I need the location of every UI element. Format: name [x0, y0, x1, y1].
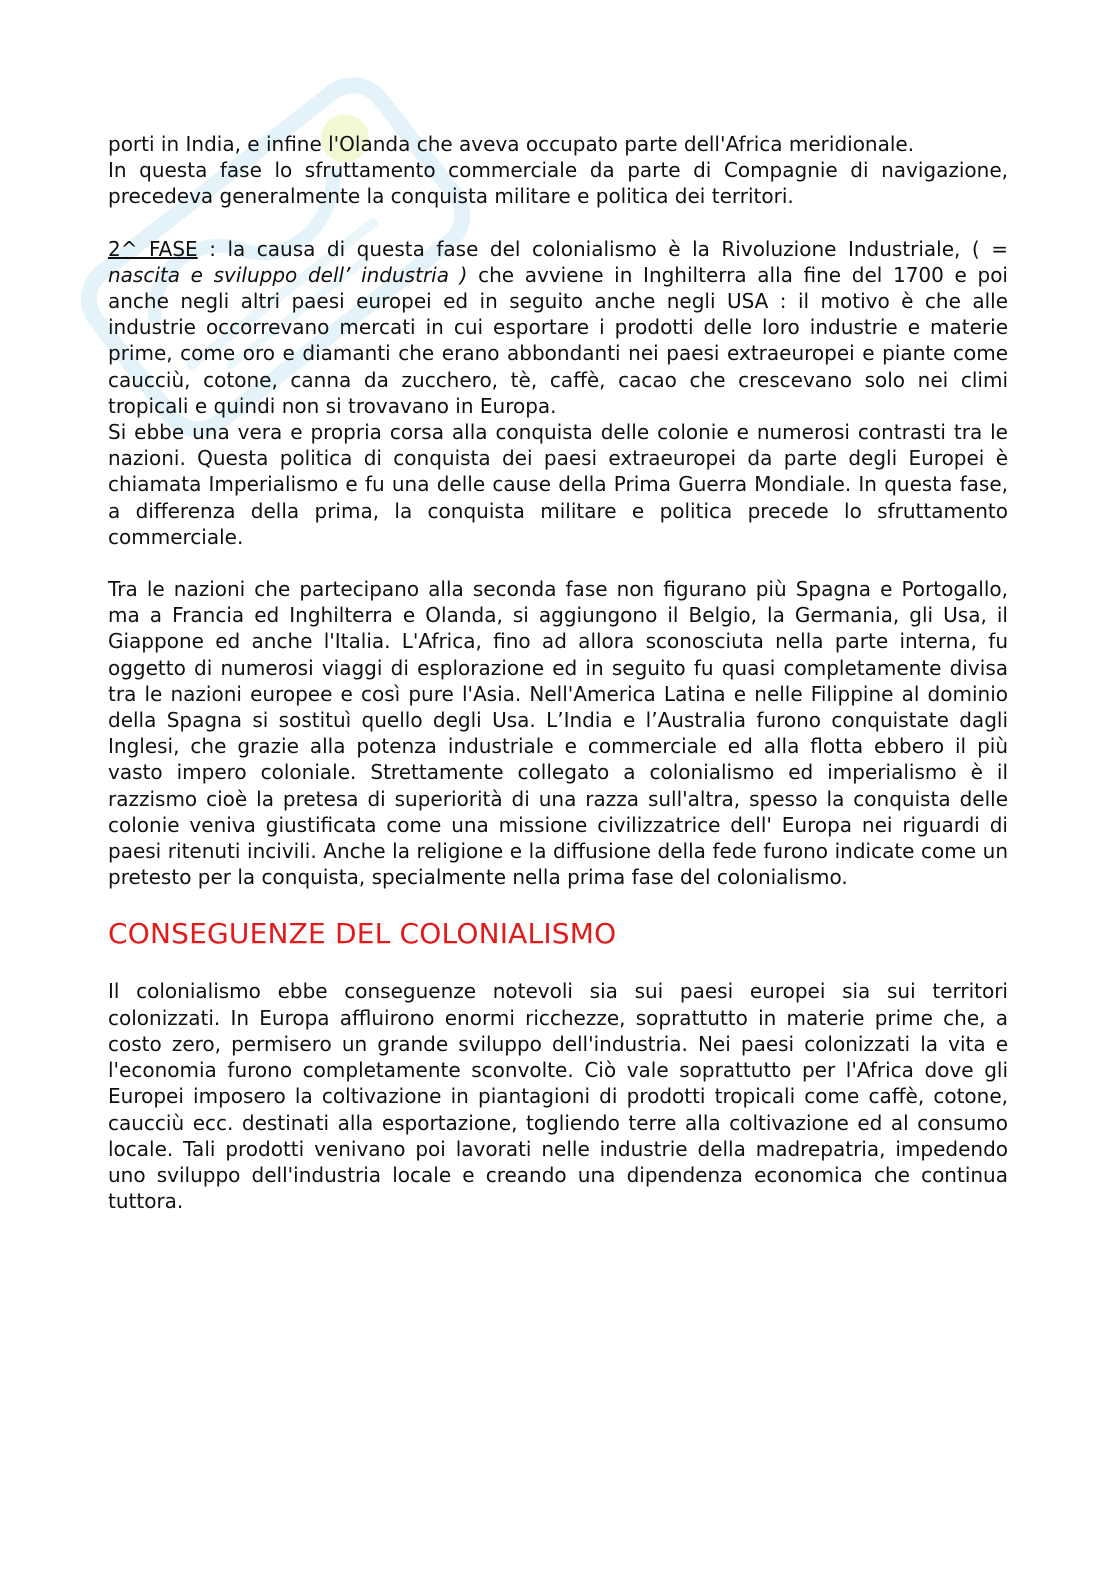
paragraph-imperialism: Si ebbe una vera e propria corsa alla conquista delle colonie e numerosi contrasti tra le nazioni. Questa politica di conquista dei paesi extraeuropei da parte degli Europei è chiamata Imperialismo e fu una delle cause della Prima Guerra Mondiale. In questa fase, a differenza della prima, la conquista militare e politica precede lo sfruttamento commerciale. — [108, 420, 1008, 549]
paragraph-nations: Tra le nazioni che partecipano alla seconda fase non figurano più Spagna e Portogallo, ma a Francia ed Inghilterra e Olanda, si aggiungono il Belgio, la Germania, gli Usa, il Giappone ed anche l'Italia. L'Africa, fino ad allora sconosciuta nella parte interna, fu oggetto di numerosi viaggi di esplorazione ed in seguito fu quasi completamente divisa tra le nazioni europee e così pure l'Asia. Nell'America Latina e nelle Filippine al dominio della Spagna si sostituì quello degli Usa. L’India e l’Australia furono conquistate dagli Inglesi, che grazie alla potenza industriale e commerciale ed alla flotta ebbero il più vasto impero coloniale. Strettamente collegato a colonialismo ed imperialismo è il razzismo cioè la pretesa di superiorità di una razza sull'altra, spesso la conquista delle colonie veniva giustificata come una missione civilizzatrice dell' Europa nei riguardi di paesi ritenuti incivili. Anche la religione e la diffusione della fede furono indicate come un pretesto per la conquista, specialmente nella prima fase del colonialismo. — [108, 577, 1008, 890]
paragraph-consequences: Il colonialismo ebbe conseguenze notevoli sia sui paesi europei sia sui territori colonizzati. In Europa affluirono enormi ricchezze, soprattutto in materie prime che, a costo zero, permisero un grande sviluppo dell'industria. Nei paesi colonizzati la vita e l'economia furono completamente sconvolte. Ciò vale soprattutto per l'Africa dove gli Europei imposero la coltivazione in piantagioni di prodotti tropicali come caffè, cotone, caucciù ecc. destinati alla esportazione, togliendo terre alla coltivazione ed al consumo locale. Tali prodotti venivano poi lavorati nelle industrie della madrepatria, impedendo uno sviluppo dell'industria locale e creando una dipendenza economica che continua tuttora. — [108, 979, 1008, 1214]
second-phase-label: 2^ FASE — [108, 236, 198, 261]
paragraph-first-phase: In questa fase lo sfruttamento commerciale da parte di Compagnie di navigazione, precedeva generalmente la conquista militare e politica dei territori. — [108, 158, 1008, 209]
industry-definition: nascita e sviluppo dell’ industria ) — [108, 262, 468, 287]
second-phase-text-b: che avviene in Inghilterra alla fine del 1700 e poi anche negli altri paesi europei ed in seguito anche negli USA : il motivo è che alle industrie occorrevano mercati in cui esportare i prodotti delle loro industrie e materie prime, come oro e diamanti che erano abbondanti nei paesi extraeuropei e piante come caucciù, cotone, canna da zucchero, tè, caffè, cacao che crescevano solo nei climi tropicali e quindi non si trovavano in Europa. — [108, 262, 1008, 418]
document-page — [108, 131, 1008, 1214]
paragraph-olanda: porti in India, e infine l'Olanda che aveva occupato parte dell'Africa meridionale. — [108, 132, 915, 156]
paragraph-second-phase — [108, 236, 1008, 419]
section-heading: CONSEGUENZE DEL COLONIALISMO — [108, 917, 617, 951]
second-phase-text-a: : la causa di questa fase del colonialismo è la Rivoluzione Industriale, ( = — [197, 236, 1008, 261]
